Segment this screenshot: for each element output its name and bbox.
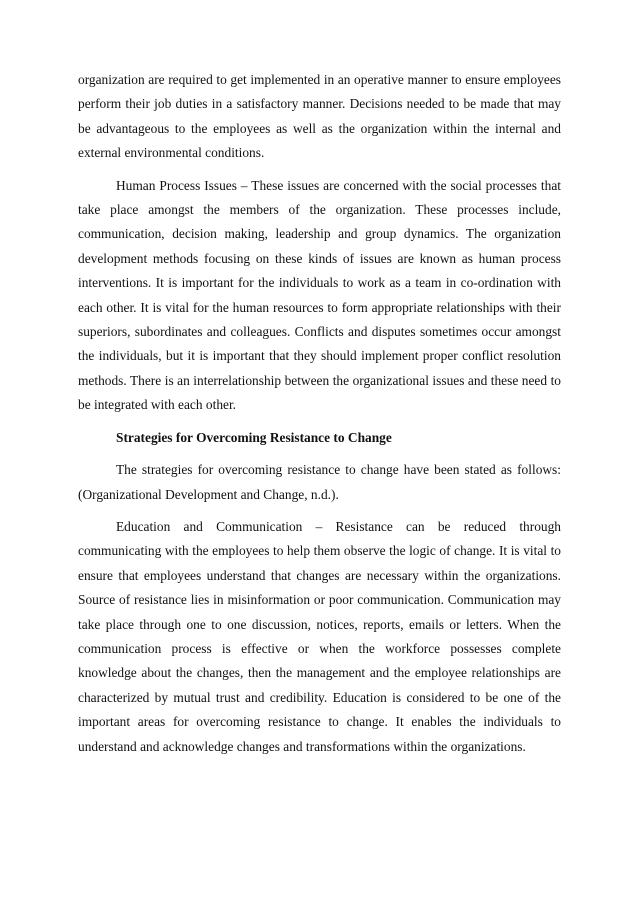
- paragraph-strategies-intro: The strategies for overcoming resistance to change have been stated as follows: (Organizational Development and Change, n.d.).: [78, 462, 561, 502]
- paragraph-continuation: organization are required to get implemented in an operative manner to ensure employees perform their job duties in a satisfactory manner. Decisions needed to be made that may be advantageous to the employees as well as the organization within the internal and external environmental conditions.: [78, 72, 561, 161]
- paragraph-human-process-issues: Human Process Issues – These issues are concerned with the social processes that take place amongst the members of the organization. These processes include, communication, decision making, leadership and group dynamics. The organization development methods focusing on these kinds of issues are known as human process interventions. It is important for the individuals to work as a team in co-ordination with each other. It is vital for the human resources to form appropriate relationships with their superiors, subordinates and colleagues. Conflicts and disputes sometimes occur amongst the individuals, but it is important that they should implement proper conflict resolution methods. There is an interrelationship between the organizational issues and these need to be integrated with each other.: [78, 177, 561, 413]
- section-heading: Strategies for Overcoming Resistance to Change: [116, 429, 392, 445]
- document-page: [78, 68, 561, 767]
- paragraph-education-communication: Education and Communication – Resistance can be reduced through communicating with the employees to help them observe the logic of change. It is vital to ensure that employees understand that changes are necessary within the organizations. Source of resistance lies in misinformation or poor communication. Communication may take place through one to one discussion, notices, reports, emails or letters. When the communication process is effective or when the workforce possesses complete knowledge about the changes, then the management and the employee relationships are characterized by mutual trust and credibility. Education is considered to be one of the important areas for overcoming resistance to change. It enables the individuals to understand and acknowledge changes and transformations within the organizations.: [78, 518, 561, 754]
